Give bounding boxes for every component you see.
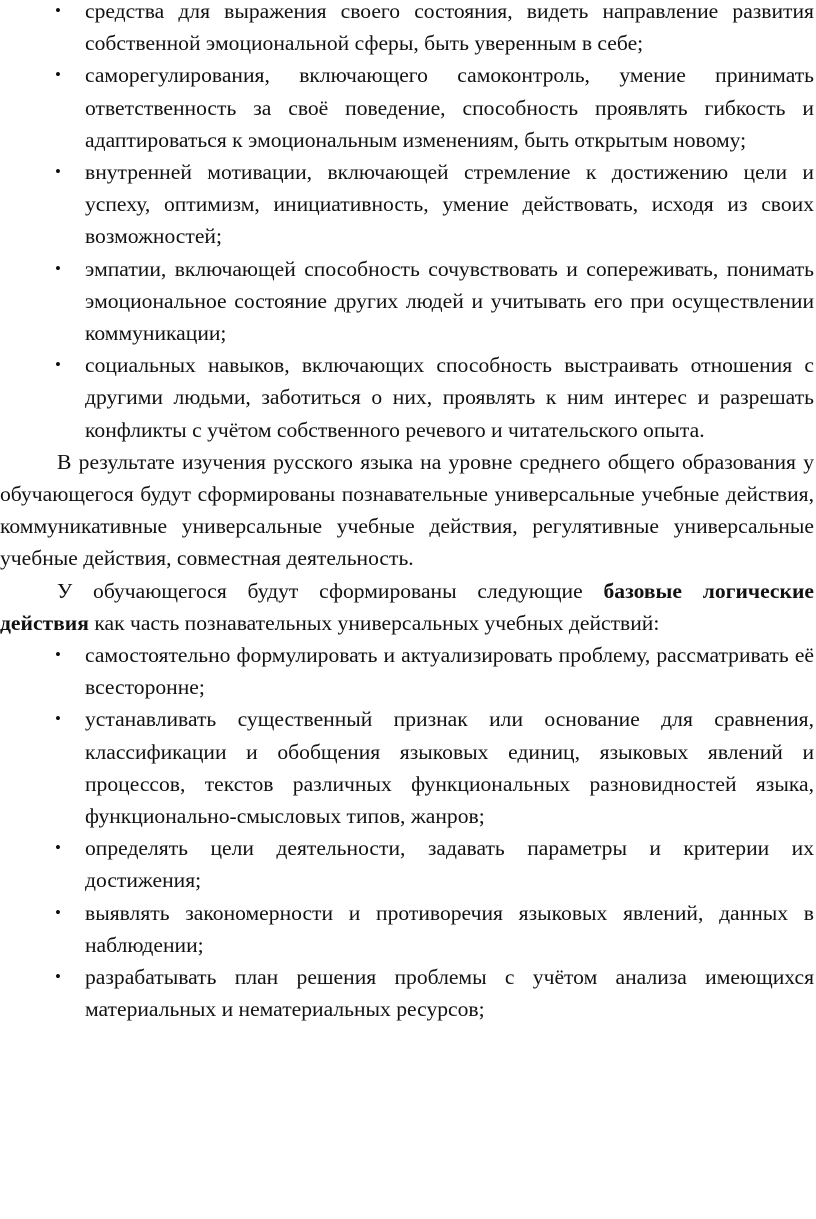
bullet-icon: • — [55, 709, 61, 729]
list-item-text: устанавливать существенный признак или основание для сравнения, классификации и обобщения языковых единиц, языковых явлений и процессов, текстов различных функциональных разновидностей языка, функционально-смысловых типов, жанров; — [85, 707, 814, 829]
list-item — [0, 703, 816, 832]
list-item — [0, 349, 816, 446]
list-item — [0, 961, 816, 1025]
list-item — [0, 639, 816, 703]
list-item-text: самостоятельно формулировать и актуализировать проблему, рассматривать её всесторонне; — [85, 643, 814, 700]
list-item-text: разрабатывать план решения проблемы с учётом анализа имеющихся материальных и нематериальных ресурсов; — [85, 965, 814, 1022]
paragraph-results: В результате изучения русского языка на уровне среднего общего образования у обучающегося будут сформированы познавательные универсальные учебные действия, коммуникативные универсальные учебные действия, регулятивные универсальные учебные действия, совместная деятельность. — [0, 449, 814, 571]
bullet-list-logical-actions — [0, 639, 816, 1025]
list-item-text: социальных навыков, включающих способность выстраивать отношения с другими людьми, заботиться о них, проявлять к ним интерес и разрешать конфликты с учётом собственного речевого и читательского опыта. — [85, 353, 814, 442]
bullet-icon: • — [55, 258, 61, 278]
paragraph-bold-term: базовые логические действия — [0, 578, 814, 635]
bullet-icon: • — [55, 838, 61, 858]
bullet-icon: • — [55, 65, 61, 85]
list-item-text: эмпатии, включающей способность сочувствовать и сопереживать, понимать эмоциональное состояние других людей и учитывать его при осуществлении коммуникации; — [85, 256, 814, 346]
list-item-text: определять цели деятельности, задавать параметры и критерии их достижения; — [85, 836, 814, 893]
bullet-list-skills — [0, 0, 816, 446]
bullet-icon: • — [55, 902, 61, 922]
paragraph-text-after: как часть познавательных универсальных учебных действий: — [88, 610, 660, 635]
list-item-text: средства для выражения своего состояния, видеть направление развития собственной эмоциональной сферы, быть уверенным в себе; — [85, 0, 814, 56]
bullet-icon: • — [55, 645, 61, 665]
bullet-icon: • — [55, 162, 61, 182]
list-item — [0, 156, 816, 253]
list-item — [0, 897, 816, 961]
bullet-icon: • — [55, 967, 61, 987]
list-item — [0, 253, 816, 350]
paragraph-logical-actions — [0, 575, 816, 639]
bullet-icon: • — [55, 1, 61, 20]
list-item — [0, 0, 816, 59]
list-item — [0, 832, 816, 896]
list-item — [0, 59, 816, 156]
list-item-text: внутренней мотивации, включающей стремление к достижению цели и успеху, оптимизм, инициативность, умение действовать, исходя из своих возможностей; — [85, 160, 814, 249]
list-item-text: саморегулирования, включающего самоконтроль, умение принимать ответственность за своё поведение, способность проявлять гибкость и адаптироваться к эмоциональным изменениям, быть открытым новому; — [85, 63, 814, 152]
list-item-text: выявлять закономерности и противоречия языковых явлений, данных в наблюдении; — [85, 900, 814, 957]
bullet-icon: • — [55, 355, 61, 375]
paragraph-text-before: У обучающегося будут сформированы следующие — [57, 578, 604, 603]
